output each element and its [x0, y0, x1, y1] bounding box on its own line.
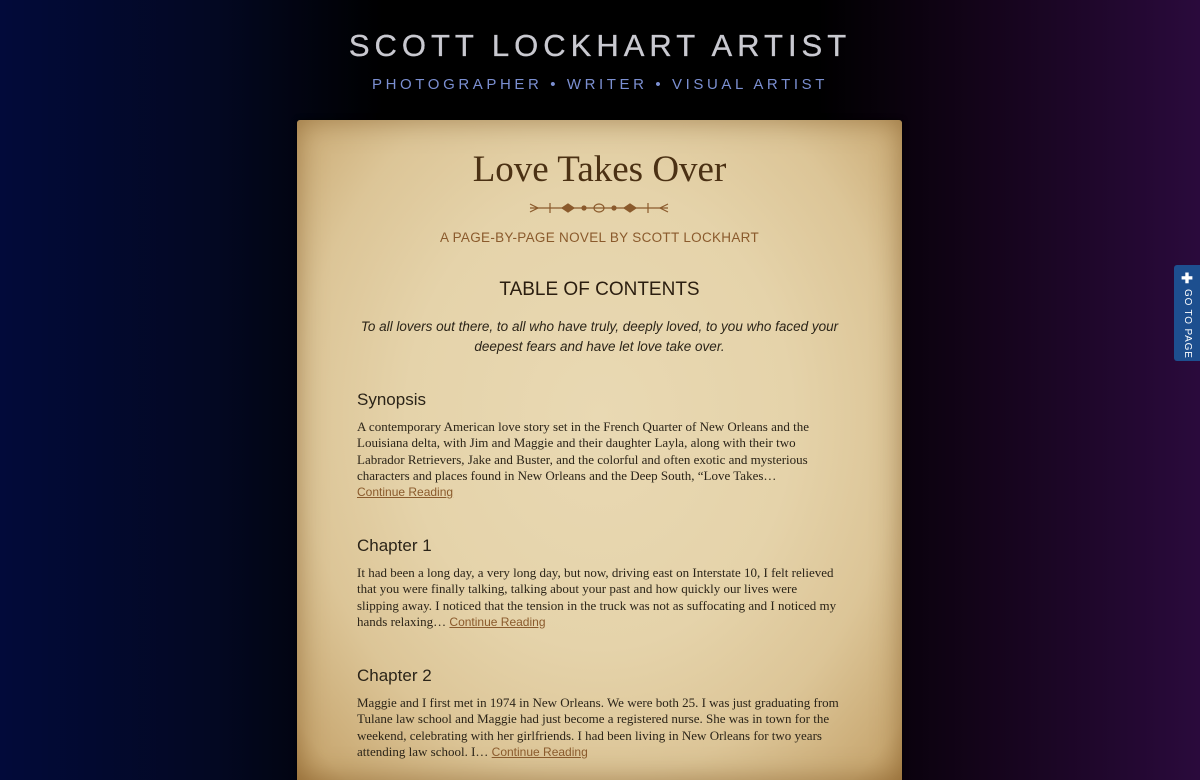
entry-heading[interactable]: Synopsis [357, 390, 426, 409]
continue-reading-link[interactable]: Continue Reading [357, 485, 454, 500]
site-tagline: PHOTOGRAPHER • WRITER • VISUAL ARTIST [372, 76, 828, 93]
entry-heading[interactable]: Chapter 2 [357, 666, 432, 685]
plus-icon: ✚ [1181, 270, 1193, 286]
toc-entry-synopsis [357, 390, 842, 500]
book-title: Love Takes Over [472, 149, 727, 190]
entry-excerpt-text: Maggie and I first met in 1974 in New Orleans. We were both 25. I was just graduating from Tulane law school and Maggie had just become a registered nurse. She was in town for the weekend, celebrating with her girlfriends. I had been living in New Orleans for two years attending law school. I… [357, 695, 839, 759]
entry-excerpt [357, 565, 842, 630]
toc-entry-chapter-1 [357, 536, 842, 630]
entry-excerpt-text: A contemporary American love story set in the French Quarter of New Orleans and the Louisiana delta, with Jim and Maggie and their daughter Layla, along with their two Labrador Retrievers, Jake and Buster, and the colorful and often exotic and mysterious characters and places found in New Orleans and the Deep South, “Love Takes… [357, 419, 809, 483]
dedication-text: To all lovers out there, to all who have truly, deeply loved, to you who faced your deepest fears and have let love take over. [360, 319, 839, 354]
book-subtitle: A PAGE-BY-PAGE NOVEL BY SCOTT LOCKHART [440, 230, 759, 245]
go-to-page-label: GO TO PAGE [1182, 289, 1193, 359]
entry-excerpt [357, 695, 842, 760]
entry-heading[interactable]: Chapter 1 [357, 536, 432, 555]
go-to-page-tab[interactable] [1174, 265, 1200, 361]
entry-excerpt-text: It had been a long day, a very long day, but now, driving east on Interstate 10, I felt relieved that you were finally talking, talking about your past and how quickly our lives were slipping away. I noticed that the tension in the truck was not as suffocating and I noticed my hands relaxing… [357, 565, 837, 629]
continue-reading-link[interactable]: Continue Reading [449, 614, 546, 629]
entry-excerpt [357, 419, 842, 500]
ornament-divider-icon [528, 199, 670, 217]
toc-entry-chapter-2 [357, 666, 842, 760]
site-title[interactable]: SCOTT LOCKHART ARTIST [348, 28, 852, 63]
toc-heading: TABLE OF CONTENTS [499, 279, 700, 300]
continue-reading-link[interactable]: Continue Reading [491, 744, 588, 759]
